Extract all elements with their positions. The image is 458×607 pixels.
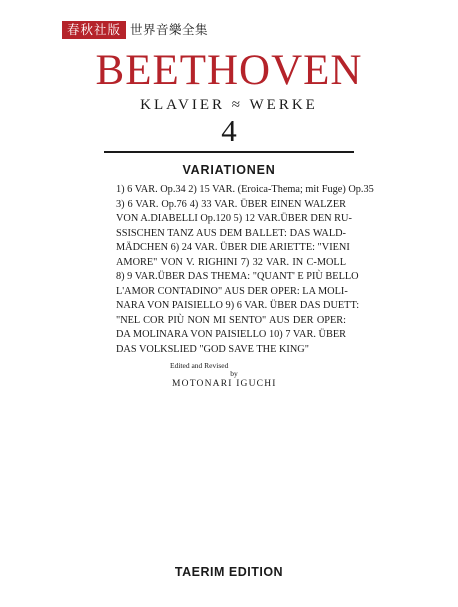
editor-credit-label: Edited and Revised <box>170 361 229 370</box>
publisher-label: 春秋社版 <box>62 21 126 39</box>
series-header <box>62 21 212 39</box>
contents-line: AMORE" VON V. RIGHINI 7) 32 VAR. IN C-MOLL <box>116 256 346 268</box>
editor-credit-by: by <box>230 369 238 378</box>
composer-title: BEETHOVEN <box>95 47 363 94</box>
contents-line: DAS VOLKSLIED "GOD SAVE THE KING" <box>116 343 309 355</box>
contents-line: NARA VON PAISIELLO 9) 6 VAR. ÜBER DAS DUETT: <box>116 300 360 311</box>
horizontal-rule <box>104 151 354 153</box>
contents-line: VON A.DIABELLI Op.120 5) 12 VAR.ÜBER DEN RU- <box>116 213 352 224</box>
contents-list <box>116 183 374 357</box>
contents-line: "NEL COR PIÙ NON MI SENTO" AUS DER OPER: <box>116 314 346 326</box>
contents-line: MÄDCHEN 6) 24 VAR. ÜBER DIE ARIETTE: "VIENI <box>116 242 350 253</box>
contents-line: SSISCHEN TANZ AUS DEM BALLET: DAS WALD- <box>116 227 346 239</box>
contents-line: 3) 6 VAR. Op.76 4) 33 VAR. ÜBER EINEN WALZER <box>116 198 346 210</box>
series-label: 世界音樂全集 <box>130 22 209 37</box>
contents-line: 8) 9 VAR.ÜBER DAS THEMA: "QUANT' E PIÙ BELLO <box>116 271 359 282</box>
publisher-imprint: TAERIM EDITION <box>174 565 284 579</box>
volume-number: 4 <box>221 113 237 148</box>
contents-line: L'AMOR CONTADINO" AUS DER OPER: LA MOLI- <box>116 285 348 297</box>
contents-line: 1) 6 VAR. Op.34 2) 15 VAR. (Eroica-Thema; mit Fuge) Op.35 <box>116 184 374 195</box>
section-title: VARIATIONEN <box>182 163 276 177</box>
contents-line: DA MOLINARA VON PAISIELLO 10) 7 VAR. ÜBER <box>116 329 346 340</box>
editor-name: MOTONARI IGUCHI <box>172 379 277 389</box>
work-type-subtitle: KLAVIER ≈ WERKE <box>140 97 318 113</box>
